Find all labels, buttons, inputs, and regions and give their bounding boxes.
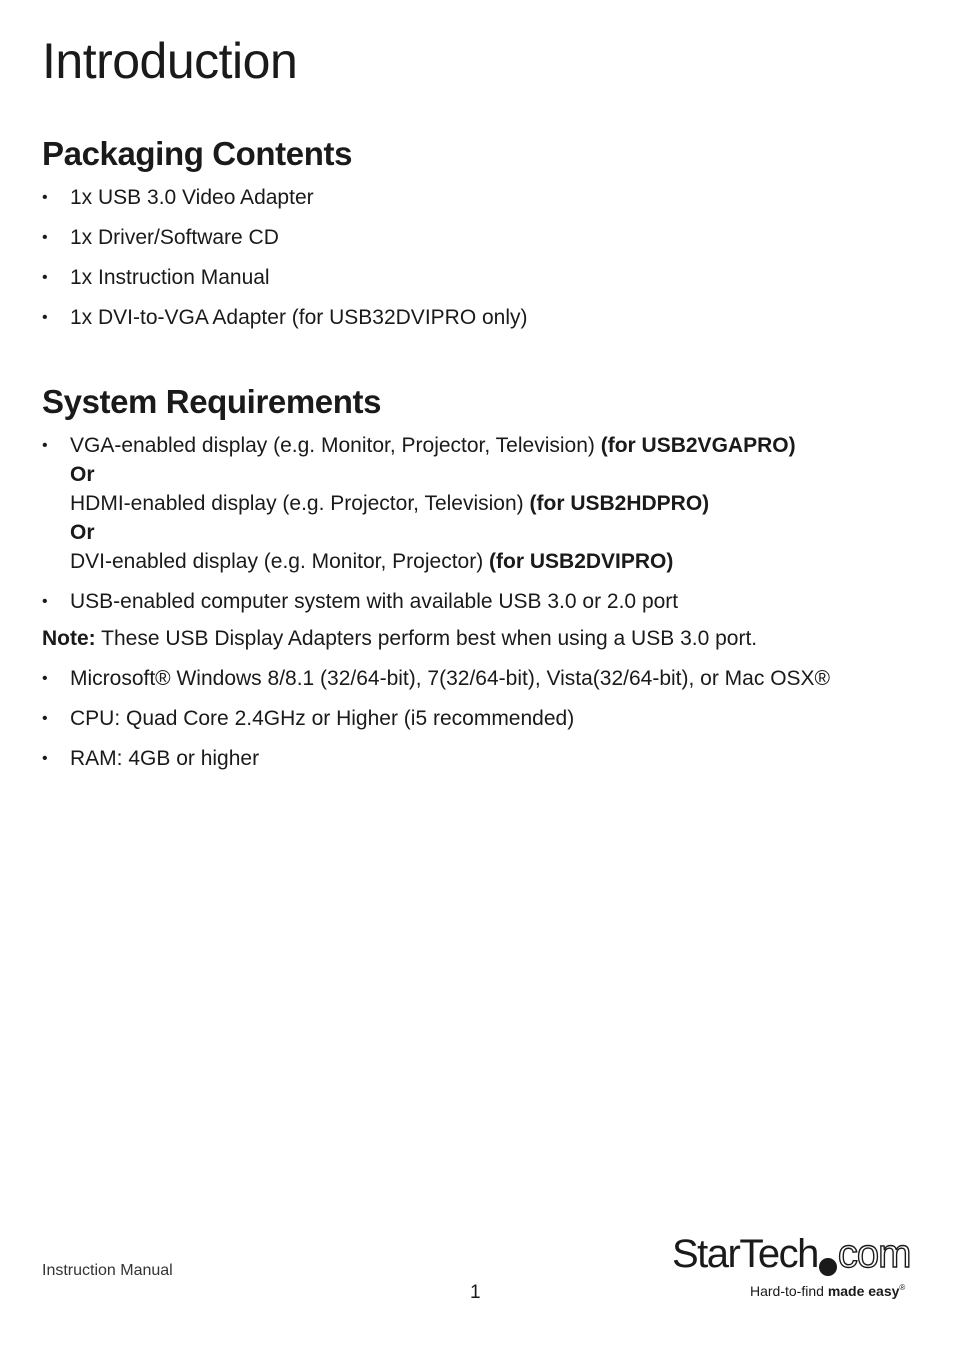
list-item	[42, 744, 830, 773]
list-item	[42, 664, 830, 693]
list-item-display	[42, 431, 796, 576]
bullet-icon: •	[42, 750, 48, 767]
hdmi-model: (for USB2HDPRO)	[529, 492, 710, 515]
logo-dot-icon	[819, 1258, 837, 1276]
bullet-icon: •	[42, 309, 48, 326]
list-item-text: Microsoft® Windows 8/8.1 (32/64-bit), 7(32/64-bit), Vista(32/64-bit), or Mac OSX®	[70, 667, 831, 690]
or-separator: Or	[70, 521, 95, 544]
list-item	[42, 303, 528, 332]
list-item	[42, 183, 528, 212]
list-item-text: 1x Driver/Software CD	[70, 226, 279, 249]
packaging-contents-heading: Packaging Contents	[42, 135, 353, 172]
list-item-text: RAM: 4GB or higher	[70, 747, 260, 770]
packaging-contents-list	[42, 183, 528, 332]
note-text: These USB Display Adapters perform best when using a USB 3.0 port.	[95, 627, 758, 650]
logo-com: com	[837, 1232, 911, 1276]
system-requirements-list	[42, 431, 796, 616]
list-item-text: 1x DVI-to-VGA Adapter (for USB32DVIPRO only)	[70, 306, 528, 329]
vga-line: VGA-enabled display (e.g. Monitor, Projector, Television) (for USB2VGAPRO)	[70, 434, 796, 457]
list-item-text: USB-enabled computer system with available USB 3.0 or 2.0 port	[70, 590, 679, 613]
list-item	[42, 263, 528, 292]
bullet-icon: •	[42, 593, 48, 610]
system-requirements-heading: System Requirements	[42, 383, 382, 420]
bullet-icon: •	[42, 269, 48, 286]
logo-word: StarTech	[672, 1232, 818, 1276]
startech-logo	[672, 1232, 912, 1304]
note-paragraph	[42, 624, 757, 653]
logo-tagline: Hard-to-find made easy®	[750, 1283, 906, 1299]
vga-model: (for USB2VGAPRO)	[600, 434, 796, 457]
system-requirements-list-continued	[42, 664, 830, 773]
list-item-text: CPU: Quad Core 2.4GHz or Higher (i5 recommended)	[70, 707, 575, 730]
page-title: Introduction	[42, 33, 298, 89]
bullet-icon: •	[42, 710, 48, 727]
footer-label: Instruction Manual	[42, 1262, 173, 1279]
bullet-icon: •	[42, 229, 48, 246]
bullet-icon: •	[42, 189, 48, 206]
list-item-usb	[42, 587, 796, 616]
note-label: Note:	[42, 627, 96, 650]
or-separator: Or	[70, 463, 95, 486]
logo-wordmark	[672, 1232, 910, 1276]
list-item	[42, 704, 830, 733]
hdmi-line: HDMI-enabled display (e.g. Projector, Television) (for USB2HDPRO)	[70, 492, 710, 515]
bullet-icon: •	[42, 670, 48, 687]
list-item	[42, 223, 528, 252]
list-item-text: 1x USB 3.0 Video Adapter	[70, 186, 314, 209]
page-number: 1	[470, 1282, 481, 1303]
bullet-icon: •	[42, 437, 48, 454]
dvi-model: (for USB2DVIPRO)	[489, 550, 674, 573]
dvi-line: DVI-enabled display (e.g. Monitor, Projector) (for USB2DVIPRO)	[70, 550, 674, 573]
list-item-text: 1x Instruction Manual	[70, 266, 270, 289]
